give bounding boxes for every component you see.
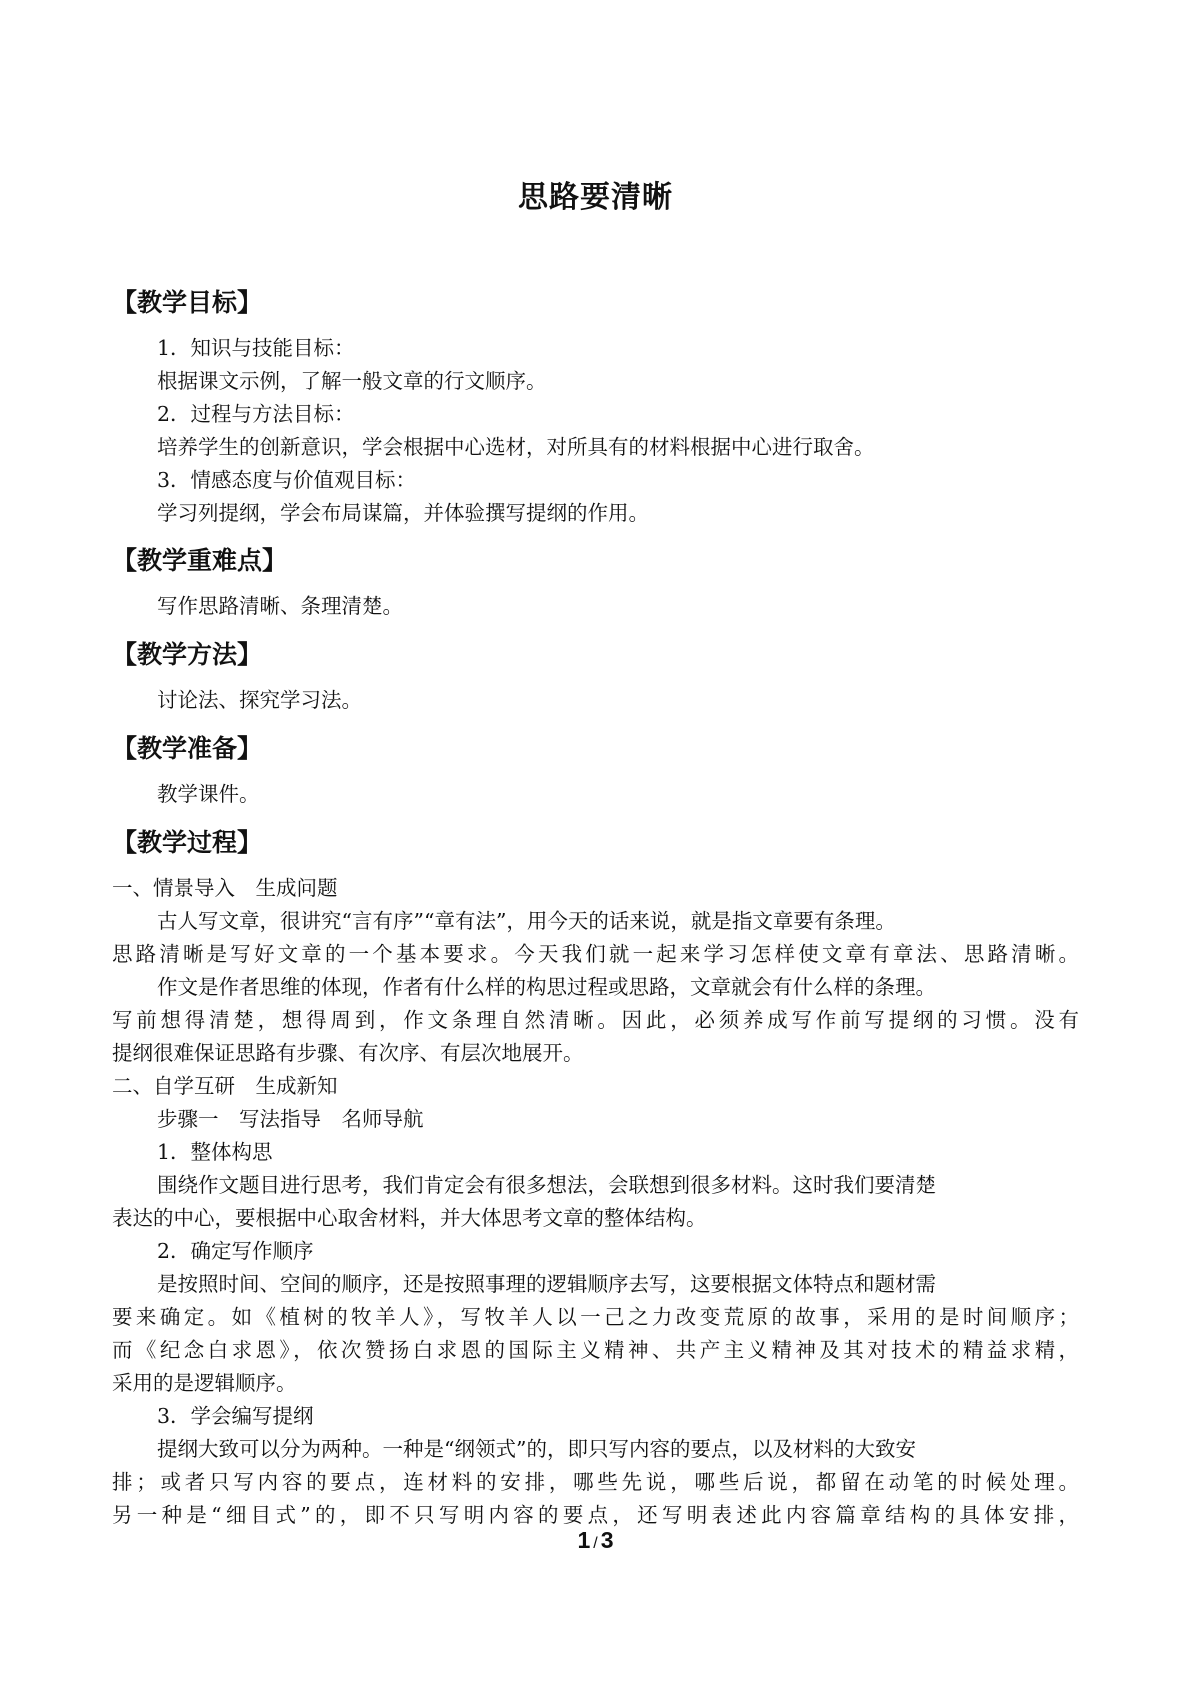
objective-line: 培养学生的创新意识，学会根据中心选材，对所具有的材料根据中心进行取舍。 bbox=[157, 435, 875, 459]
process-line: 古人写文章，很讲究“言有序”“章有法”，用今天的话来说，就是指文章要有条理。 bbox=[157, 909, 896, 933]
objective-line: 3．情感态度与价值观目标： bbox=[157, 468, 417, 492]
process-line: 是按照时间、空间的顺序，还是按照事理的逻辑顺序去写，这要根据文体特点和题材需 bbox=[157, 1272, 936, 1296]
page-number bbox=[0, 1527, 1191, 1554]
section-heading-methods: 【教学方法】 bbox=[112, 640, 263, 669]
page-current: 1 bbox=[577, 1527, 591, 1553]
process-line: 3．学会编写提纲 bbox=[157, 1404, 314, 1428]
methods-text: 讨论法、探究学习法。 bbox=[157, 688, 362, 712]
objective-line: 1．知识与技能目标： bbox=[157, 336, 355, 360]
process-line: 作文是作者思维的体现，作者有什么样的构思过程或思路，文章就会有什么样的条理。 bbox=[157, 975, 936, 999]
key-points-text: 写作思路清晰、条理清楚。 bbox=[157, 594, 403, 618]
process-line: 1．整体构思 bbox=[157, 1140, 273, 1164]
page-separator: / bbox=[593, 1535, 598, 1552]
objective-line: 2．过程与方法目标： bbox=[157, 402, 355, 426]
objective-line: 学习列提纲，学会布局谋篇，并体验撰写提纲的作用。 bbox=[157, 501, 649, 525]
process-line: 提纲大致可以分为两种。一种是“纲领式”的，即只写内容的要点，以及材料的大致安 bbox=[157, 1437, 916, 1461]
process-line: 而《纪念白求恩》，依次赞扬白求恩的国际主义精神、共产主义精神及其对技术的精益求精， bbox=[112, 1338, 1079, 1362]
section-heading-key-points: 【教学重难点】 bbox=[112, 546, 288, 575]
process-line: 写前想得清楚，想得周到，作文条理自然清晰。因此，必须养成写作前写提纲的习惯。没有 bbox=[112, 1008, 1079, 1032]
process-line: 思路清晰是写好文章的一个基本要求。今天我们就一起来学习怎样使文章有章法、思路清晰。 bbox=[112, 942, 1079, 966]
process-line: 要来确定。如《植树的牧羊人》，写牧羊人以一己之力改变荒原的故事，采用的是时间顺序； bbox=[112, 1305, 1079, 1329]
document-title: 思路要清晰 bbox=[518, 180, 673, 215]
section-heading-process: 【教学过程】 bbox=[112, 828, 263, 857]
process-line: 2．确定写作顺序 bbox=[157, 1239, 314, 1263]
process-line: 另一种是“细目式”的，即不只写明内容的要点，还写明表述此内容篇章结构的具体安排， bbox=[112, 1503, 1079, 1527]
process-line: 采用的是逻辑顺序。 bbox=[112, 1371, 297, 1395]
process-line: 表达的中心，要根据中心取舍材料，并大体思考文章的整体结构。 bbox=[112, 1206, 707, 1230]
section-heading-objectives: 【教学目标】 bbox=[112, 288, 263, 317]
process-line: 围绕作文题目进行思考，我们肯定会有很多想法，会联想到很多材料。这时我们要清楚 bbox=[157, 1173, 936, 1197]
objective-line: 根据课文示例，了解一般文章的行文顺序。 bbox=[157, 369, 547, 393]
process-line: 一、情景导入 生成问题 bbox=[112, 876, 338, 900]
process-line: 二、自学互研 生成新知 bbox=[112, 1074, 338, 1098]
process-line: 提纲很难保证思路有步骤、有次序、有层次地展开。 bbox=[112, 1041, 584, 1065]
process-line: 步骤一 写法指导 名师导航 bbox=[157, 1107, 424, 1131]
process-line: 排；或者只写内容的要点，连材料的安排，哪些先说，哪些后说，都留在动笔的时候处理。 bbox=[112, 1470, 1079, 1494]
section-heading-preparation: 【教学准备】 bbox=[112, 734, 263, 763]
page-total: 3 bbox=[600, 1527, 614, 1553]
preparation-text: 教学课件。 bbox=[157, 782, 260, 806]
